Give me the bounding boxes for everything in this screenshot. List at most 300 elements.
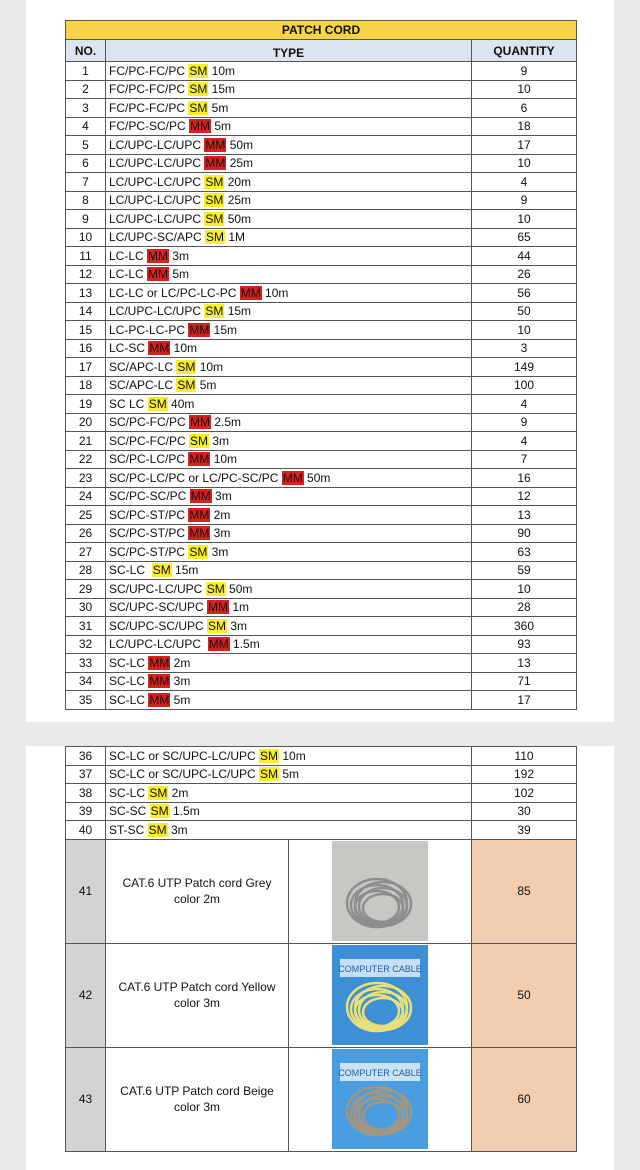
- row-number: 33: [66, 654, 106, 673]
- row-quantity: 44: [472, 247, 577, 266]
- type-suffix: 10m: [261, 285, 289, 300]
- row-quantity: 4: [472, 432, 577, 451]
- row-quantity: 90: [472, 524, 577, 543]
- sm-badge: SM: [149, 785, 168, 800]
- mm-badge: MM: [189, 507, 210, 522]
- type-suffix: 3m: [167, 822, 188, 837]
- type-suffix: 5m: [169, 267, 190, 282]
- row-type: [106, 80, 472, 99]
- table-row: [66, 302, 577, 321]
- row-quantity: 60: [472, 1047, 577, 1151]
- table-row: [66, 191, 577, 210]
- row-number: 34: [66, 672, 106, 691]
- sm-badge: SM: [206, 230, 225, 245]
- row-number: 9: [66, 210, 106, 229]
- row-quantity: 13: [472, 506, 577, 525]
- type-prefix: LC/UPC-LC/UPC: [109, 174, 205, 189]
- row-type: [106, 469, 472, 488]
- type-suffix: 15m: [224, 304, 252, 319]
- row-number: 37: [66, 765, 106, 784]
- row-quantity: 10: [472, 154, 577, 173]
- package-label: COMPUTER CABLE: [338, 1068, 422, 1078]
- type-prefix: SC/PC-LC/PC or LC/PC-SC/PC: [109, 470, 282, 485]
- sm-badge: SM: [152, 563, 171, 578]
- type-prefix: LC/UPC-LC/UPC: [109, 304, 205, 319]
- row-quantity: 102: [472, 784, 577, 803]
- row-type: [106, 765, 472, 784]
- product-photo: [332, 1049, 428, 1149]
- row-quantity: 3: [472, 339, 577, 358]
- table-row: [66, 784, 577, 803]
- sm-badge: SM: [205, 174, 224, 189]
- type-suffix: 3m: [227, 618, 248, 633]
- row-type: [106, 247, 472, 266]
- header-quantity: QUANTITY: [472, 40, 577, 62]
- sm-badge: SM: [260, 748, 279, 763]
- product-row: [66, 943, 577, 1047]
- type-prefix: LC-PC-LC-PC: [109, 322, 189, 337]
- patch-cord-table: [65, 20, 577, 710]
- mm-badge: MM: [149, 692, 170, 707]
- row-number: 29: [66, 580, 106, 599]
- row-number: 36: [66, 747, 106, 766]
- sm-badge: SM: [189, 82, 208, 97]
- row-number: 14: [66, 302, 106, 321]
- row-quantity: 59: [472, 561, 577, 580]
- row-quantity: 16: [472, 469, 577, 488]
- row-number: 8: [66, 191, 106, 210]
- sm-badge: SM: [148, 396, 167, 411]
- row-quantity: 26: [472, 265, 577, 284]
- row-type: [106, 580, 472, 599]
- product-photo-cell: [289, 1047, 472, 1151]
- type-prefix: FC/PC-FC/PC: [109, 82, 189, 97]
- mm-badge: MM: [190, 119, 211, 134]
- row-type: [106, 691, 472, 710]
- table-row: [66, 506, 577, 525]
- type-prefix: SC/PC-SC/PC: [109, 489, 190, 504]
- product-description: CAT.6 UTP Patch cord Yellow color 3m: [106, 943, 289, 1047]
- type-prefix: SC/UPC-SC/UPC: [109, 600, 208, 615]
- row-number: 5: [66, 136, 106, 155]
- mm-badge: MM: [149, 341, 170, 356]
- type-prefix: SC-LC: [109, 674, 149, 689]
- row-number: 39: [66, 802, 106, 821]
- table-row: [66, 210, 577, 229]
- type-suffix: 10m: [196, 359, 224, 374]
- row-quantity: 50: [472, 943, 577, 1047]
- row-number: 10: [66, 228, 106, 247]
- row-quantity: 192: [472, 765, 577, 784]
- table-row: [66, 580, 577, 599]
- row-number: 25: [66, 506, 106, 525]
- table-row: [66, 821, 577, 840]
- header-type: TYPE: [106, 40, 472, 62]
- header-no: NO.: [66, 40, 106, 62]
- row-number: 18: [66, 376, 106, 395]
- table-row: [66, 802, 577, 821]
- row-type: [106, 802, 472, 821]
- row-quantity: 10: [472, 321, 577, 340]
- type-prefix: SC/APC-LC: [109, 359, 177, 374]
- sm-badge: SM: [205, 211, 224, 226]
- row-quantity: 71: [472, 672, 577, 691]
- type-prefix: LC/UPC-LC/UPC: [109, 637, 208, 652]
- type-suffix: 25m: [224, 193, 252, 208]
- mm-badge: MM: [189, 452, 210, 467]
- row-type: [106, 191, 472, 210]
- row-type: [106, 506, 472, 525]
- type-prefix: SC/UPC-SC/UPC: [109, 618, 208, 633]
- row-number: 28: [66, 561, 106, 580]
- table-row: [66, 62, 577, 81]
- mm-badge: MM: [149, 655, 170, 670]
- type-suffix: 5m: [208, 100, 229, 115]
- type-suffix: 50m: [226, 137, 254, 152]
- row-type: [106, 284, 472, 303]
- mm-badge: MM: [208, 600, 229, 615]
- table-row: [66, 154, 577, 173]
- row-quantity: 17: [472, 136, 577, 155]
- row-type: [106, 173, 472, 192]
- row-type: [106, 413, 472, 432]
- sm-badge: SM: [208, 618, 227, 633]
- type-prefix: SC/PC-ST/PC: [109, 507, 189, 522]
- mm-badge: MM: [148, 267, 169, 282]
- sm-badge: SM: [189, 63, 208, 78]
- table-row: [66, 635, 577, 654]
- row-number: 42: [66, 943, 106, 1047]
- row-type: [106, 432, 472, 451]
- row-type: [106, 617, 472, 636]
- type-prefix: SC/UPC-LC/UPC: [109, 581, 206, 596]
- type-prefix: FC/PC-FC/PC: [109, 100, 189, 115]
- row-number: 27: [66, 543, 106, 562]
- row-quantity: 10: [472, 580, 577, 599]
- type-prefix: SC-SC: [109, 804, 150, 819]
- table-row: [66, 765, 577, 784]
- table-row: [66, 747, 577, 766]
- type-prefix: SC-LC or SC/UPC-LC/UPC: [109, 748, 260, 763]
- row-type: [106, 339, 472, 358]
- table-row: [66, 598, 577, 617]
- table-row: [66, 247, 577, 266]
- document-page-2: [26, 746, 614, 1170]
- mm-badge: MM: [190, 415, 211, 430]
- patch-cord-table-continued: [65, 746, 577, 1152]
- type-suffix: 3m: [169, 248, 190, 263]
- row-type: [106, 99, 472, 118]
- sm-badge: SM: [206, 581, 225, 596]
- table-title: PATCH CORD: [66, 21, 577, 40]
- row-quantity: 18: [472, 117, 577, 136]
- type-prefix: LC/UPC-LC/UPC: [109, 137, 205, 152]
- type-suffix: 5m: [211, 119, 232, 134]
- row-quantity: 6: [472, 99, 577, 118]
- row-type: [106, 598, 472, 617]
- row-type: [106, 321, 472, 340]
- row-type: [106, 302, 472, 321]
- row-type: [106, 62, 472, 81]
- type-prefix: SC/PC-FC/PC: [109, 433, 190, 448]
- table-row: [66, 543, 577, 562]
- table-row: [66, 691, 577, 710]
- row-number: 7: [66, 173, 106, 192]
- sm-badge: SM: [205, 304, 224, 319]
- type-prefix: FC/PC-FC/PC: [109, 63, 189, 78]
- row-type: [106, 821, 472, 840]
- table-row: [66, 284, 577, 303]
- type-prefix: SC-LC: [109, 563, 152, 578]
- sm-badge: SM: [150, 804, 169, 819]
- table-row: [66, 654, 577, 673]
- row-quantity: 63: [472, 543, 577, 562]
- row-quantity: 110: [472, 747, 577, 766]
- row-type: [106, 635, 472, 654]
- type-suffix: 3m: [210, 526, 231, 541]
- type-suffix: 5m: [170, 692, 191, 707]
- type-prefix: SC LC: [109, 396, 148, 411]
- row-number: 35: [66, 691, 106, 710]
- row-type: [106, 524, 472, 543]
- row-number: 24: [66, 487, 106, 506]
- row-type: [106, 543, 472, 562]
- row-quantity: 93: [472, 635, 577, 654]
- mm-badge: MM: [190, 489, 211, 504]
- row-quantity: 30: [472, 802, 577, 821]
- type-suffix: 3m: [211, 489, 232, 504]
- type-suffix: 50m: [303, 470, 331, 485]
- row-number: 6: [66, 154, 106, 173]
- mm-badge: MM: [148, 248, 169, 263]
- mm-badge: MM: [208, 637, 229, 652]
- table-row: [66, 450, 577, 469]
- type-prefix: SC-LC: [109, 785, 149, 800]
- row-type: [106, 561, 472, 580]
- type-suffix: 1m: [229, 600, 250, 615]
- sm-badge: SM: [189, 544, 208, 559]
- row-quantity: 17: [472, 691, 577, 710]
- sm-badge: SM: [190, 433, 209, 448]
- type-prefix: LC-LC: [109, 267, 148, 282]
- type-suffix: 2m: [168, 785, 189, 800]
- product-description: CAT.6 UTP Patch cord Grey color 2m: [106, 839, 289, 943]
- type-suffix: 2m: [210, 507, 231, 522]
- table-row: [66, 321, 577, 340]
- row-number: 31: [66, 617, 106, 636]
- type-prefix: LC/UPC-LC/UPC: [109, 193, 205, 208]
- mm-badge: MM: [189, 322, 210, 337]
- table-row: [66, 228, 577, 247]
- product-photo: [332, 945, 428, 1045]
- type-suffix: 10m: [210, 452, 238, 467]
- table-row: [66, 339, 577, 358]
- table-row: [66, 99, 577, 118]
- type-suffix: 15m: [210, 322, 238, 337]
- mm-badge: MM: [205, 137, 226, 152]
- table-row: [66, 358, 577, 377]
- type-suffix: 3m: [170, 674, 191, 689]
- mm-badge: MM: [189, 526, 210, 541]
- row-quantity: 65: [472, 228, 577, 247]
- row-number: 12: [66, 265, 106, 284]
- type-suffix: 50m: [225, 581, 253, 596]
- row-quantity: 50: [472, 302, 577, 321]
- row-quantity: 149: [472, 358, 577, 377]
- row-type: [106, 487, 472, 506]
- table-row: [66, 395, 577, 414]
- type-prefix: FC/PC-SC/PC: [109, 119, 190, 134]
- type-prefix: LC-LC: [109, 248, 148, 263]
- row-number: 20: [66, 413, 106, 432]
- row-number: 19: [66, 395, 106, 414]
- row-type: [106, 210, 472, 229]
- row-quantity: 10: [472, 80, 577, 99]
- type-suffix: 40m: [167, 396, 195, 411]
- package-label: COMPUTER CABLE: [338, 964, 422, 974]
- table-row: [66, 487, 577, 506]
- row-quantity: 12: [472, 487, 577, 506]
- mm-badge: MM: [282, 470, 303, 485]
- row-number: 13: [66, 284, 106, 303]
- row-type: [106, 228, 472, 247]
- row-number: 3: [66, 99, 106, 118]
- table-row: [66, 617, 577, 636]
- sm-badge: SM: [205, 193, 224, 208]
- type-prefix: SC/PC-ST/PC: [109, 544, 189, 559]
- product-description: CAT.6 UTP Patch cord Beige color 3m: [106, 1047, 289, 1151]
- mm-badge: MM: [240, 285, 261, 300]
- type-suffix: 10m: [279, 748, 306, 763]
- row-quantity: 9: [472, 62, 577, 81]
- row-type: [106, 654, 472, 673]
- type-prefix: SC/PC-LC/PC: [109, 452, 189, 467]
- table-row: [66, 561, 577, 580]
- row-number: 15: [66, 321, 106, 340]
- row-number: 16: [66, 339, 106, 358]
- type-prefix: SC-LC or SC/UPC-LC/UPC: [109, 767, 260, 782]
- type-prefix: LC/UPC-LC/UPC: [109, 156, 205, 171]
- table-row: [66, 469, 577, 488]
- row-number: 22: [66, 450, 106, 469]
- row-number: 2: [66, 80, 106, 99]
- sm-badge: SM: [260, 767, 279, 782]
- sm-badge: SM: [189, 100, 208, 115]
- table-row: [66, 432, 577, 451]
- row-type: [106, 376, 472, 395]
- row-quantity: 100: [472, 376, 577, 395]
- row-number: 32: [66, 635, 106, 654]
- mm-badge: MM: [149, 674, 170, 689]
- type-prefix: SC/PC-ST/PC: [109, 526, 189, 541]
- sm-badge: SM: [177, 378, 196, 393]
- table-title-row: [66, 21, 577, 40]
- mm-badge: MM: [205, 156, 226, 171]
- type-suffix: 3m: [209, 433, 230, 448]
- type-suffix: 15m: [171, 563, 199, 578]
- row-number: 40: [66, 821, 106, 840]
- row-quantity: 28: [472, 598, 577, 617]
- table-row: [66, 413, 577, 432]
- row-number: 43: [66, 1047, 106, 1151]
- row-quantity: 360: [472, 617, 577, 636]
- product-photo-cell: [289, 943, 472, 1047]
- type-suffix: 10m: [170, 341, 198, 356]
- type-prefix: SC-LC: [109, 655, 149, 670]
- type-suffix: 1.5m: [229, 637, 260, 652]
- sm-badge: SM: [177, 359, 196, 374]
- type-suffix: 1.5m: [169, 804, 200, 819]
- row-number: 23: [66, 469, 106, 488]
- product-photo-cell: [289, 839, 472, 943]
- table-row: [66, 376, 577, 395]
- row-type: [106, 395, 472, 414]
- row-number: 1: [66, 62, 106, 81]
- row-number: 21: [66, 432, 106, 451]
- row-type: [106, 784, 472, 803]
- row-type: [106, 450, 472, 469]
- row-quantity: 4: [472, 173, 577, 192]
- row-quantity: 7: [472, 450, 577, 469]
- type-suffix: 2m: [170, 655, 191, 670]
- row-type: [106, 117, 472, 136]
- type-suffix: 5m: [279, 767, 300, 782]
- table-row: [66, 173, 577, 192]
- row-quantity: 10: [472, 210, 577, 229]
- table-row: [66, 524, 577, 543]
- row-quantity: 39: [472, 821, 577, 840]
- row-quantity: 9: [472, 191, 577, 210]
- product-row: [66, 839, 577, 943]
- row-type: [106, 265, 472, 284]
- table-row: [66, 672, 577, 691]
- type-prefix: LC/UPC-LC/UPC: [109, 211, 205, 226]
- product-row: [66, 1047, 577, 1151]
- type-suffix: 25m: [226, 156, 254, 171]
- row-type: [106, 672, 472, 691]
- type-prefix: SC/APC-LC: [109, 378, 177, 393]
- row-type: [106, 358, 472, 377]
- table-row: [66, 136, 577, 155]
- type-prefix: SC-LC: [109, 692, 149, 707]
- type-prefix: LC-SC: [109, 341, 149, 356]
- type-suffix: 1M: [225, 230, 246, 245]
- row-number: 38: [66, 784, 106, 803]
- row-number: 30: [66, 598, 106, 617]
- product-photo: [332, 841, 428, 941]
- type-suffix: 3m: [208, 544, 229, 559]
- row-quantity: 85: [472, 839, 577, 943]
- type-suffix: 20m: [224, 174, 252, 189]
- row-number: 17: [66, 358, 106, 377]
- row-number: 41: [66, 839, 106, 943]
- table-row: [66, 265, 577, 284]
- row-number: 4: [66, 117, 106, 136]
- row-quantity: 9: [472, 413, 577, 432]
- row-type: [106, 136, 472, 155]
- row-quantity: 13: [472, 654, 577, 673]
- type-suffix: 2.5m: [211, 415, 242, 430]
- type-prefix: LC-LC or LC/PC-LC-PC: [109, 285, 240, 300]
- row-quantity: 56: [472, 284, 577, 303]
- type-suffix: 10m: [208, 63, 236, 78]
- sm-badge: SM: [148, 822, 167, 837]
- row-number: 26: [66, 524, 106, 543]
- document-page-1: [26, 0, 614, 722]
- table-row: [66, 117, 577, 136]
- type-prefix: SC/PC-FC/PC: [109, 415, 190, 430]
- type-suffix: 5m: [196, 378, 217, 393]
